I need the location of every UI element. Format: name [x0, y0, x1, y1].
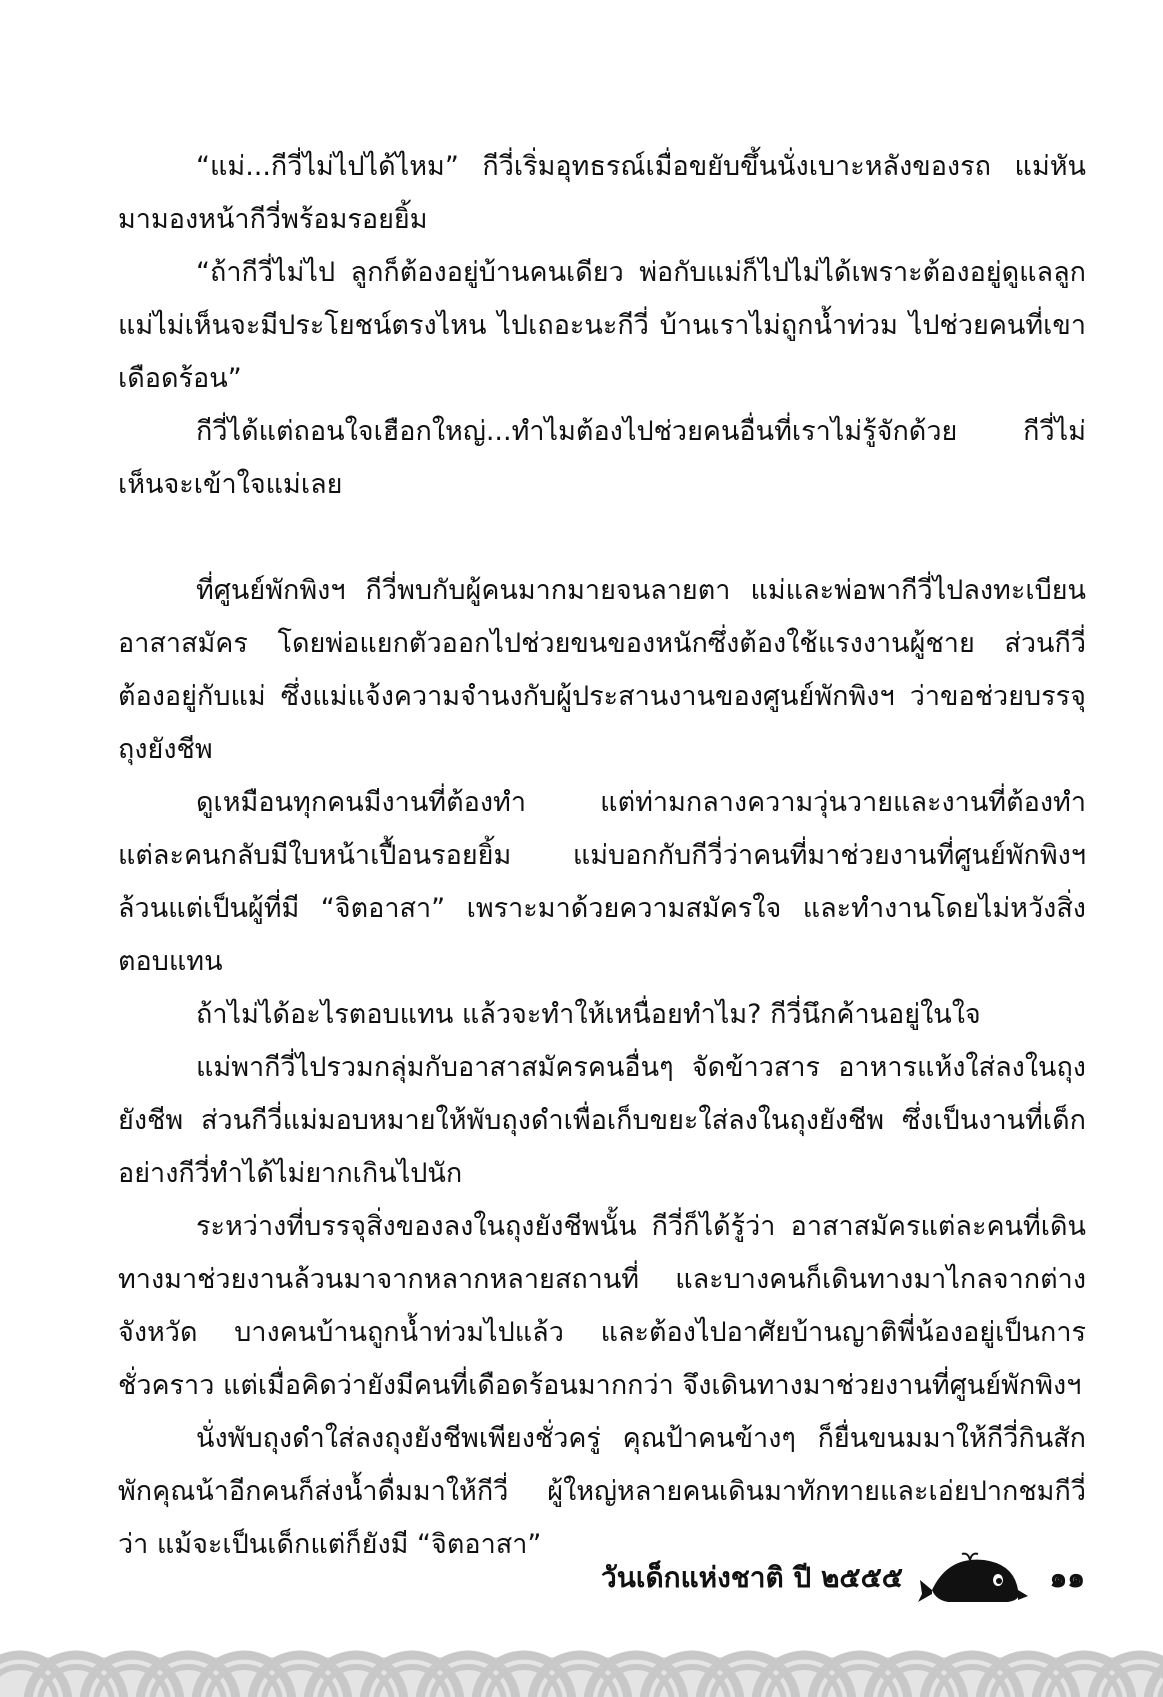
- section-break: [118, 511, 1086, 564]
- paragraph: ดูเหมือนทุกคนมีงานที่ต้องทำ แต่ท่ามกลางความวุ่นวายและงานที่ต้องทำ แต่ละคนกลับมีใบหน้าเปื้อนรอยยิ้ม แม่บอกกับกีวี่ว่าคนที่มาช่วยงานที่ศูนย์พักพิงฯ ล้วนแต่เป็นผู้ที่มี “จิตอาสา” เพราะมาด้วยความสมัครใจ และทำงานโดยไม่หวังสิ่งตอบแทน: [118, 787, 1086, 977]
- paragraph: แม่พากีวี่ไปรวมกลุ่มกับอาสาสมัครคนอื่นๆ จัดข้าวสาร อาหารแห้งใส่ลงในถุงยังชีพ ส่วนกีวี่แม่มอบหมายให้พับถุงดำเพื่อเก็บขยะใส่ลงในถุงยังชีพ ซึ่งเป็นงานที่เด็กอย่างกีวี่ทำได้ไม่ยากเกินไปนัก: [118, 1052, 1086, 1189]
- footer-title: วันเด็กแห่งชาติ ปี ๒๕๕๕: [601, 1561, 903, 1594]
- decorative-border: [0, 1607, 1163, 1697]
- paragraph: ระหว่างที่บรรจุสิ่งของลงในถุงยังชีพนั้น กีวี่ก็ได้รู้ว่า อาสาสมัครแต่ละคนที่เดินทางมาช่วยงานล้วนมาจากหลากหลายสถานที่ และบางคนก็เดินทางมาไกลจากต่างจังหวัด บางคนบ้านถูกน้ำท่วมไปแล้ว และต้องไปอาศัยบ้านญาติพี่น้องอยู่เป็นการชั่วคราว แต่เมื่อคิดว่ายังมีคนที่เดือดร้อนมากกว่า จึงเดินทางมาช่วยงานที่ศูนย์พักพิงฯ: [118, 1211, 1086, 1401]
- paragraph: นั่งพับถุงดำใส่ลงถุงยังชีพเพียงชั่วครู่ คุณป้าคนข้างๆ ก็ยื่นขนมมาให้กีวี่กินสักพักคุณน้าอีกคนก็ส่งน้ำดื่มมาให้กีวี่ ผู้ใหญ่หลายคนเดินมาทักทายและเอ่ยปากชมกีวี่ว่า แม้จะเป็นเด็กแต่ก็ยังมี “จิตอาสา”: [118, 1423, 1086, 1560]
- paragraph: ถ้าไม่ได้อะไรตอบแทน แล้วจะทำให้เหนื่อยทำไม? กีวี่นึกค้านอยู่ในใจ: [196, 999, 981, 1030]
- paragraph: “แม่...กีวี่ไม่ไปได้ไหม” กีวี่เริ่มอุทธรณ์เมื่อขยับขึ้นนั่งเบาะหลังของรถ แม่หันมามองหน้ากีวี่พร้อมรอยยิ้ม: [118, 151, 1086, 235]
- paragraph: กีวี่ได้แต่ถอนใจเฮือกใหญ่...ทำไมต้องไปช่วยคนอื่นที่เราไม่รู้จักด้วย กีวี่ไม่เห็นจะเข้าใจแม่เลย: [118, 416, 1086, 500]
- page-body: [118, 140, 1086, 1571]
- paragraph: “ถ้ากีวี่ไม่ไป ลูกก็ต้องอยู่บ้านคนเดียว พ่อกับแม่ก็ไปไม่ได้เพราะต้องอยู่ดูแลลูก แม่ไม่เห็นจะมีประโยชน์ตรงไหน ไปเถอะนะกีวี่ บ้านเราไม่ถูกน้ำท่วม ไปช่วยคนที่เขาเดือดร้อน”: [118, 257, 1086, 394]
- page-footer: [0, 1550, 1163, 1610]
- paragraph: ที่ศูนย์พักพิงฯ กีวี่พบกับผู้คนมากมายจนลายตา แม่และพ่อพากีวี่ไปลงทะเบียนอาสาสมัคร โดยพ่อแยกตัวออกไปช่วยขนของหนักซึ่งต้องใช้แรงงานผู้ชาย ส่วนกีวี่ต้องอยู่กับแม่ ซึ่งแม่แจ้งความจำนงกับผู้ประสานงานของศูนย์พักพิงฯ ว่าขอช่วยบรรจุถุงยังชีพ: [118, 575, 1086, 765]
- page-number: ๑๑: [1049, 1561, 1085, 1594]
- whale-icon: [918, 1550, 1030, 1610]
